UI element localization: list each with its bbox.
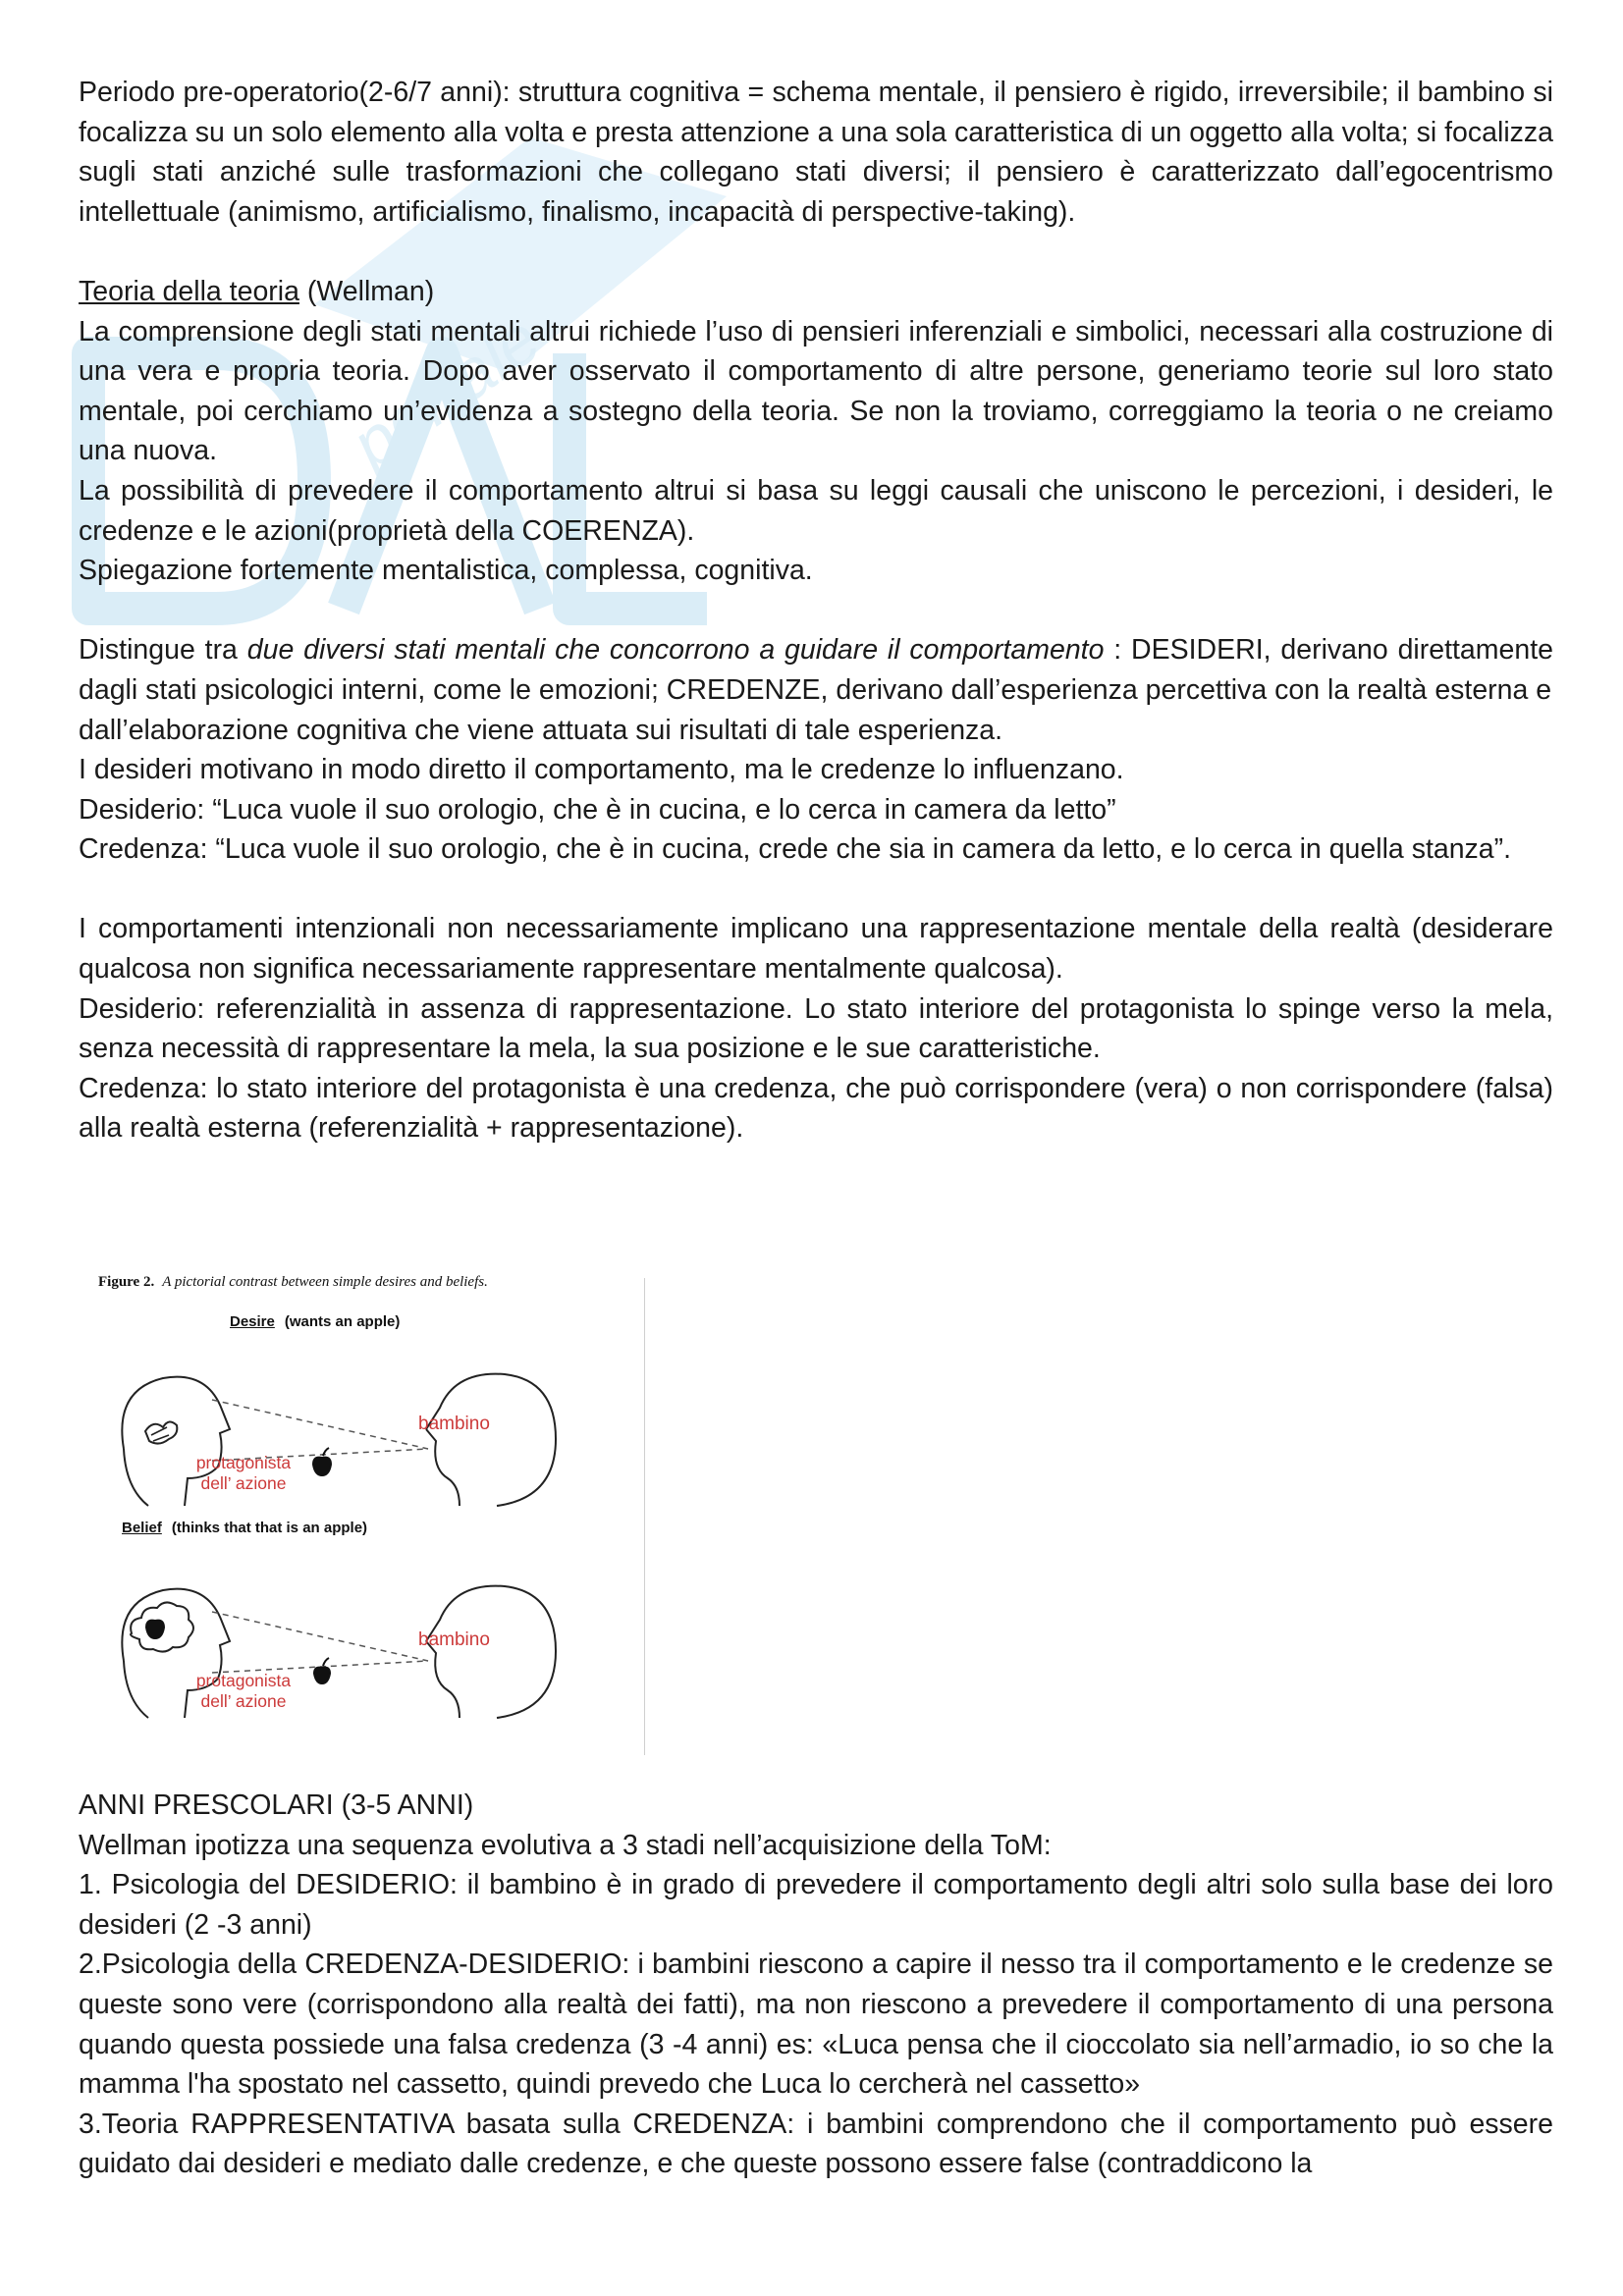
figure-desire-belief xyxy=(94,1272,649,1757)
belief-bambino-label: bambino xyxy=(418,1629,490,1650)
paragraph-wellman-stadi: Wellman ipotizza una sequenza evolutiva a 3 stadi nell’acquisizione della ToM: xyxy=(79,1829,1052,1861)
figure-caption-number: Figure 2. xyxy=(98,1274,155,1290)
example-desiderio: Desiderio: “Luca vuole il suo orologio, che è in cucina, e lo cerca in camera da letto” xyxy=(79,793,1116,826)
paragraph-distingue-c: dall’elaborazione cognitiva che viene attuata sui risultati di tale esperienza. xyxy=(79,714,1003,746)
list-item-stadio-2: 2.Psicologia della CREDENZA-DESIDERIO: i bambini riescono a capire il nesso tra il comportamento e le credenze se queste sono vere (corrispondono alla realtà dei fatti), ma non riescono a prevedere il comportamento di una persona quando questa possiede una falsa credenza (3 -4 anni) es: «Luca pensa che il cioccolato sia nell’armadio, io so che la mamma l'ha spostato nel cassetto, quindi prevedo che Luca lo cercherà nel cassetto» xyxy=(79,1949,1553,2101)
paragraph-pre-operatorio: Periodo pre-operatorio(2-6/7 anni): struttura cognitiva = schema mentale, il pensiero è rigido, irreversibile; il bambino si focalizza su un solo elemento alla volta e presta attenzione a una sola caratteristica di un oggetto alla volta; si focalizza sugli stati anziché sulle trasformazioni che collegano stati diversi; il pensiero è caratterizzato dall’egocentrismo intellettuale (animismo, artificialismo, finalismo, incapacità di perspective-taking). xyxy=(79,77,1553,228)
belief-protagonista-line1: protagonista xyxy=(195,1671,292,1690)
list-item-stadio-1: 1. Psicologia del DESIDERIO: il bambino è in grado di prevedere il comportamento degli altri solo sulla base dei loro desideri (2 -3 anni) xyxy=(79,1869,1553,1941)
paragraph-intenzionali: I comportamenti intenzionali non necessariamente implicano una rappresentazione mentale della realtà (desiderare qualcosa non significa necessariamente rappresentare mentalmente qualcosa). xyxy=(79,913,1553,986)
desire-title: Desire xyxy=(230,1313,275,1330)
belief-protagonista-line2: dell’ azione xyxy=(200,1691,287,1711)
figure-caption-text: A pictorial contrast between simple desires and beliefs. xyxy=(162,1274,488,1290)
desire-protagonista-label xyxy=(175,1453,312,1494)
paragraph-teoria-3: Spiegazione fortemente mentalistica, complessa, cognitiva. xyxy=(79,555,813,587)
desire-label xyxy=(230,1313,400,1330)
text-distingue-b: : DESIDERI, derivano direttamente dagli stati psicologici interni, come le emozioni; CREDENZE, derivano dall’esperienza percettiva con la realtà esterna e xyxy=(79,634,1553,706)
figure-divider xyxy=(644,1278,645,1755)
belief-label xyxy=(122,1520,367,1536)
figure-caption xyxy=(98,1274,488,1291)
document-body-continued xyxy=(79,1786,1553,2184)
belief-title: Belief xyxy=(122,1520,162,1536)
desire-protagonista-line1: protagonista xyxy=(195,1453,292,1472)
desire-protagonista-line2: dell’ azione xyxy=(200,1473,287,1493)
paragraph-desiderio-ref: Desiderio: referenzialità in assenza di rappresentazione. Lo stato interiore del protagonista lo spinge verso la mela, senza necessità di rappresentare la mela, la sua posizione e le sue caratteristiche. xyxy=(79,992,1553,1065)
paragraph-credenza-ref: Credenza: lo stato interiore del protagonista è una credenza, che può corrispondere (vera) o non corrispondere (falsa) alla realtà esterna (referenzialità + rappresentazione). xyxy=(79,1072,1553,1145)
text-distingue-italic: due diversi stati mentali che concorrono a guidare il comportamento xyxy=(246,634,1105,667)
paragraph-distingue xyxy=(79,630,1553,710)
text-distingue-a: Distingue tra xyxy=(79,634,247,667)
desire-bambino-label: bambino xyxy=(418,1414,490,1434)
document-body xyxy=(79,73,1553,1148)
paragraph-motivano: I desideri motivano in modo diretto il comportamento, ma le credenze lo influenzano. xyxy=(79,754,1124,786)
heading-teoria-della-teoria: Teoria della teoria xyxy=(79,275,299,307)
list-item-stadio-3: 3.Teoria RAPPRESENTATIVA basata sulla CREDENZA: i bambini comprendono che il comportamento può essere guidato dai desideri e mediato dalle credenze, e che queste possono essere false (contraddicono la xyxy=(79,2108,1553,2180)
paragraph-teoria-1: La comprensione degli stati mentali altrui richiede l’uso di pensieri inferenziali e simbolici, necessari alla costruzione di una vera e propria teoria. Dopo aver osservato il comportamento di altre persone, generiamo teorie sul loro stato mentale, poi cerchiamo un’evidenza a sostegno della teoria. Se non la troviamo, correggiamo la teoria o ne creiamo una nuova. xyxy=(79,315,1553,467)
belief-protagonista-label xyxy=(175,1671,312,1712)
belief-subtitle: (thinks that that is an apple) xyxy=(171,1520,368,1536)
heading-author: (Wellman) xyxy=(298,275,435,307)
heading-anni-prescolari: ANNI PRESCOLARI (3-5 ANNI) xyxy=(79,1789,474,1821)
belief-drawing xyxy=(94,1543,644,1749)
example-credenza: Credenza: “Luca vuole il suo orologio, che è in cucina, crede che sia in camera da letto, e lo cerca in quella stanza”. xyxy=(79,833,1512,866)
desire-subtitle: (wants an apple) xyxy=(284,1313,401,1330)
desire-drawing xyxy=(94,1331,644,1527)
paragraph-teoria-2: La possibilità di prevedere il comportamento altrui si basa su leggi causali che uniscono le percezioni, i desideri, le credenze e le azioni(proprietà della COERENZA). xyxy=(79,474,1553,547)
svg-text:portale: portale xyxy=(337,299,554,484)
section-teoria-della-teoria xyxy=(79,272,1553,312)
